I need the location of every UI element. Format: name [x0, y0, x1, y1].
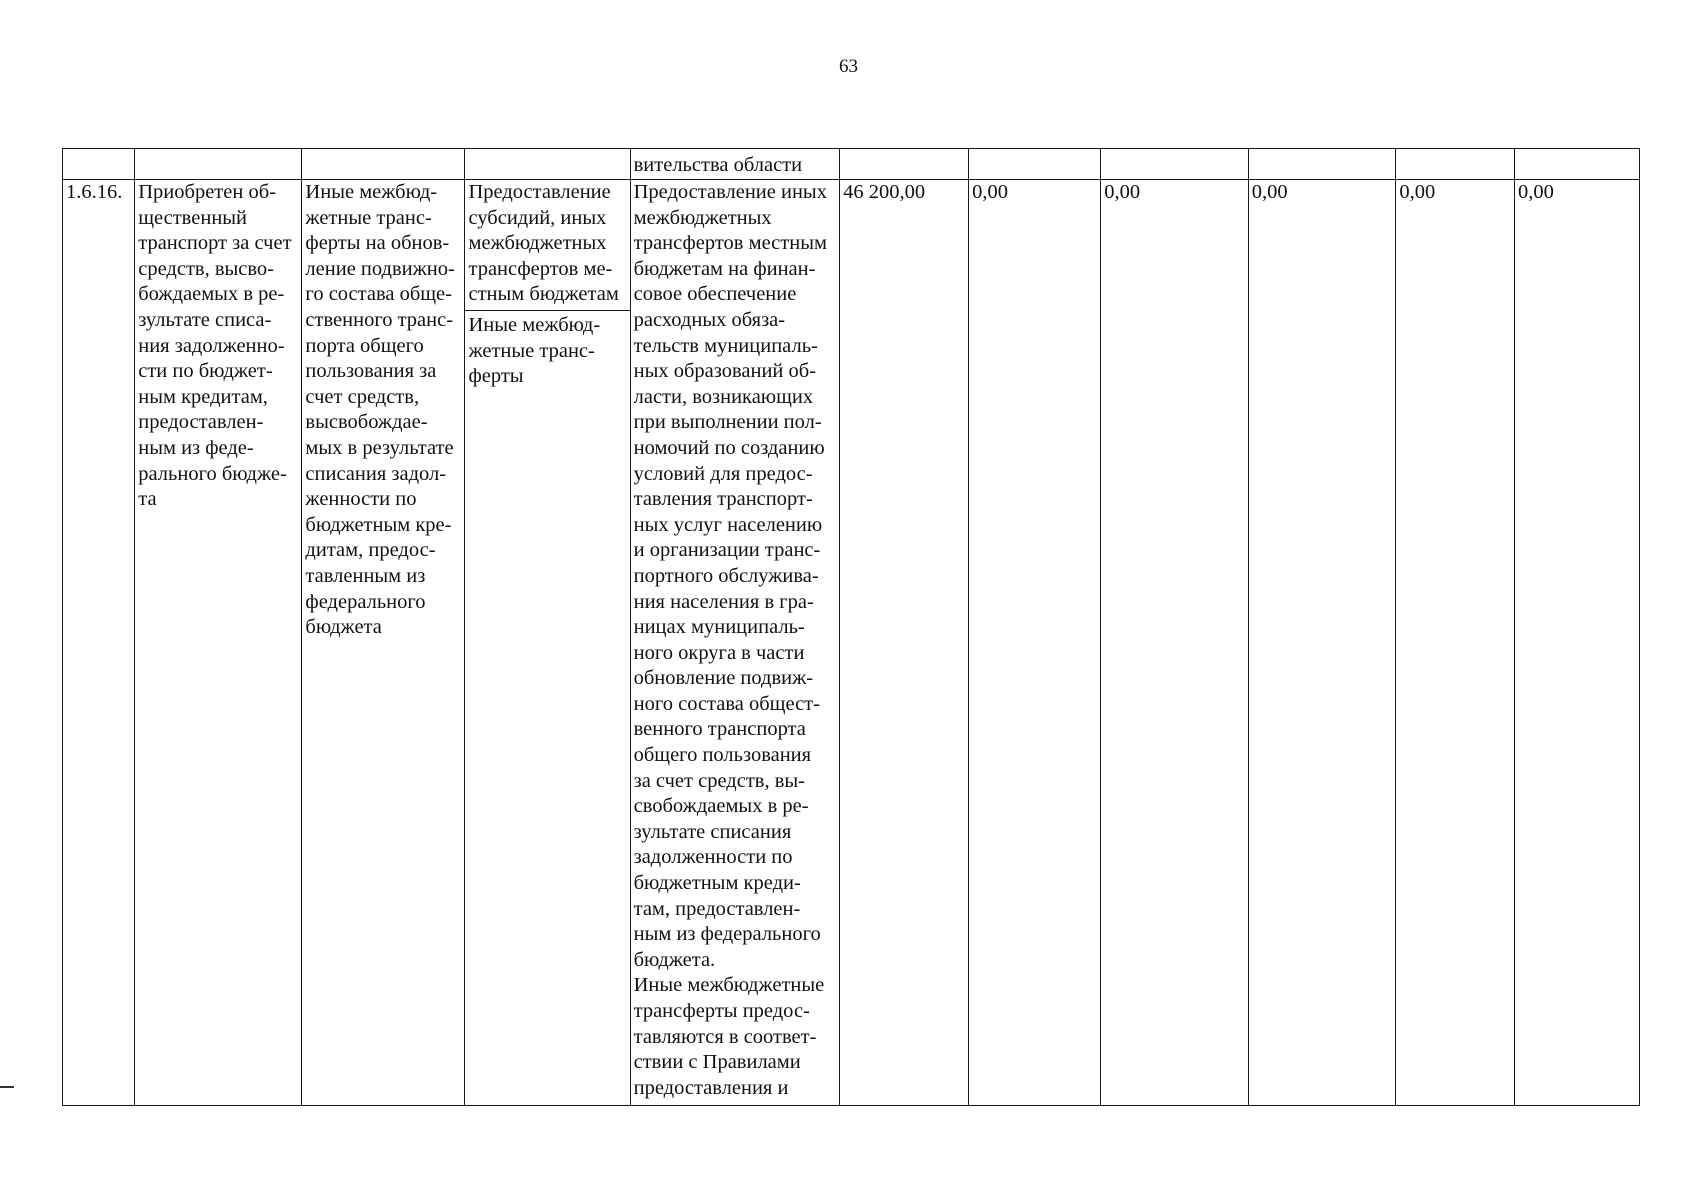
- cont-cell-num: [63, 149, 135, 180]
- value-cell-1: [840, 180, 969, 1106]
- cont-cell-value-2: [969, 149, 1101, 180]
- type-top-text: Предоставление субсидий, иных межбюджетных трансфертов ме- стным бюджетам: [468, 181, 619, 306]
- result-text: Приобретен об- щественный транспорт за счет средств, высво- бождаемых в ре- зультате списа- ния задолженно- сти по бюджет- ным кредитам, предоставлен- ным из феде- рального бюдже- та: [138, 181, 292, 511]
- cont-description-text: вительства области: [633, 154, 803, 177]
- value-2: 0,00: [972, 181, 1008, 203]
- budget-table: [62, 148, 1640, 1106]
- cont-cell-result: [135, 149, 302, 180]
- cont-cell-description: [630, 149, 840, 180]
- value-cell-3: [1101, 180, 1249, 1106]
- measure-text: Иные межбюд- жетные транс- ферты на обнов- ление подвижно- го состава обще- ственного транс- порта общего пользования за счет средств, высвобождае- мых в результате списания задол- женности по бюджетным кре- дитам, предос- тавленным из федерального бюджета: [305, 181, 455, 639]
- value-5: 0,00: [1399, 181, 1436, 203]
- cont-cell-value-5: [1396, 149, 1515, 180]
- row-number: 1.6.16.: [66, 181, 123, 203]
- type-bottom-text: Иные межбюд- жетные транс- ферты: [468, 313, 601, 388]
- type-subcell-bottom: [468, 311, 626, 390]
- description-text: Предоставление иных межбюджетных трансфертов местным бюджетам на финан- совое обеспечение расходных обяза- тельств муниципаль- ных образований об- ласти, возникающих при выполнении пол- номочий по созданию условий для предос- тавления транспорт- ных услуг населению и организации транс- портного обслужива- ния населения в гра- ницах муниципаль- ного округа в части обновление подвиж- ного состава общест- венного транспорта общего пользования за счет средств, вы- свобождаемых в ре- зультате списания задолженности по бюджетным креди- там, предоставлен- ным из федерального бюджета. Иные межбюджетные трансферты предос- тавляются в соответ- ствии с Правилами предоставления и: [633, 181, 827, 1099]
- value-cell-6: [1515, 180, 1640, 1106]
- value-1: 46 200,00: [843, 181, 926, 203]
- type-cell: [465, 180, 630, 1106]
- cont-cell-value-4: [1248, 149, 1396, 180]
- cont-cell-value-6: [1515, 149, 1640, 180]
- cont-cell-measure: [302, 149, 465, 180]
- result-cell: [135, 180, 302, 1106]
- table-row: [63, 180, 1640, 1106]
- row-number-cell: [63, 180, 135, 1106]
- measure-cell: [302, 180, 465, 1106]
- description-cell: [630, 180, 840, 1106]
- value-6: 0,00: [1518, 181, 1554, 203]
- page-number: 63: [839, 56, 858, 77]
- cont-cell-value-1: [840, 149, 969, 180]
- value-4: 0,00: [1251, 181, 1288, 203]
- cont-cell-type: [465, 149, 630, 180]
- continuation-row: [63, 149, 1640, 180]
- value-3: 0,00: [1104, 181, 1141, 203]
- cont-cell-value-3: [1101, 149, 1249, 180]
- value-cell-2: [969, 180, 1101, 1106]
- scan-margin-mark: [0, 1086, 14, 1088]
- value-cell-5: [1396, 180, 1515, 1106]
- value-cell-4: [1248, 180, 1396, 1106]
- type-subcell-top: [465, 180, 629, 311]
